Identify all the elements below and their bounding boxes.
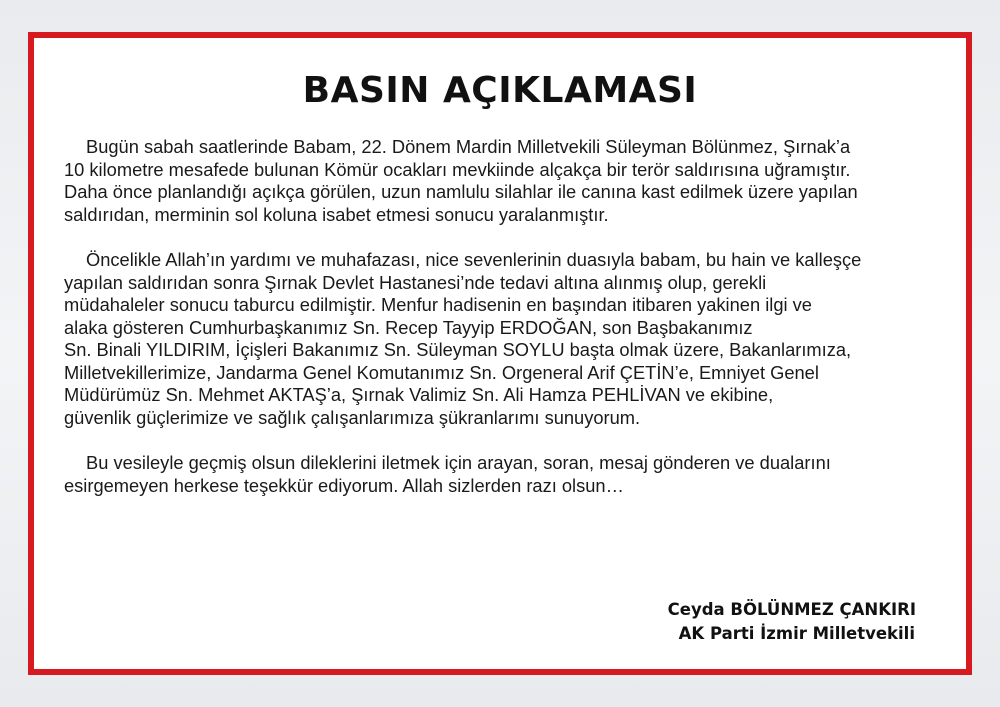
signature-block <box>668 598 916 646</box>
paragraph-line: müdahaleler sonucu taburcu edilmiştir. Menfur hadisenin en başından itibaren yakinen ilgi ve <box>64 294 812 315</box>
paragraph-line: esirgemeyen herkese teşekkür ediyorum. Allah sizlerden razı olsun… <box>64 474 624 496</box>
paragraph-line: Bugün sabah saatlerinde Babam, 22. Dönem Mardin Milletvekili Süleyman Bölünmez, Şırnak’a <box>86 136 851 157</box>
paragraph-line: yapılan saldırıdan sonra Şırnak Devlet Hastanesi’nde tedavi altına alınmış olup, gerekli <box>64 271 767 293</box>
document-body <box>64 136 940 520</box>
paragraph-line: güvenlik güçlerimize ve sağlık çalışanlarımıza şükranlarımı sunuyorum. <box>64 406 641 428</box>
paragraph-line: saldırıdan, merminin sol koluna isabet etmesi sonucu yaralanmıştır. <box>64 203 609 225</box>
paragraph-line: Öncelikle Allah’ın yardımı ve muhafazası, nice sevenlerinin duasıyla babam, bu hain ve kalleşçe <box>86 249 862 270</box>
paragraph-line: Sn. Binali YILDIRIM, İçişleri Bakanımız Sn. Süleyman SOYLU başta olmak üzere, Bakanlarımıza, <box>64 339 852 360</box>
paragraph-line: alaka gösteren Cumhurbaşkanımız Sn. Recep Tayyip ERDOĞAN, son Başbakanımız <box>64 316 753 338</box>
press-release-frame <box>28 32 972 675</box>
paragraph-line: Daha önce planlandığı açıkça görülen, uzun namlulu silahlar ile canına kast edilmek üzere yapılan <box>64 181 858 202</box>
paragraph-2 <box>64 249 940 429</box>
paragraph-1 <box>64 136 940 226</box>
paragraph-line: 10 kilometre mesafede bulunan Kömür ocakları mevkiinde alçakça bir terör saldırısına uğramıştır. <box>64 158 851 180</box>
paragraph-line: Milletvekillerimize, Jandarma Genel Komutanımız Sn. Orgeneral Arif ÇETİN’e, Emniyet Genel <box>64 361 819 383</box>
signature-name: Ceyda BÖLÜNMEZ ÇANKIRI <box>667 600 916 619</box>
paragraph-line: Bu vesileyle geçmiş olsun dileklerini iletmek için arayan, soran, mesaj gönderen ve dualarını <box>86 452 831 473</box>
signature-position: AK Parti İzmir Milletvekili <box>678 624 915 643</box>
paragraph-line: Müdürümüz Sn. Mehmet AKTAŞ’a, Şırnak Valimiz Sn. Ali Hamza PEHLİVAN ve ekibine, <box>64 384 774 405</box>
paragraph-3 <box>64 452 940 497</box>
document-title: BASIN AÇIKLAMASI <box>302 70 698 111</box>
